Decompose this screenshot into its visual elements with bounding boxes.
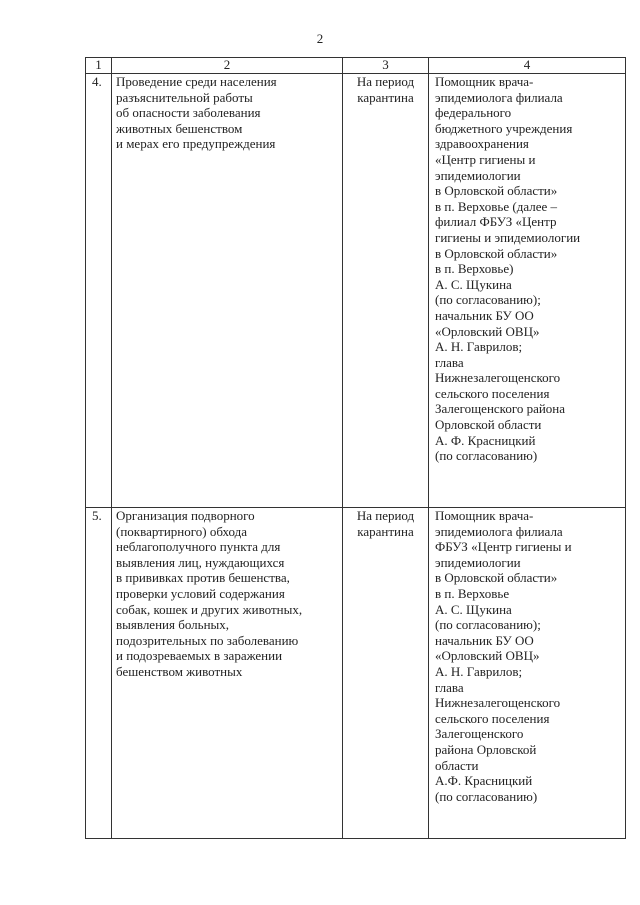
table-header (86, 58, 626, 74)
column-number-2: 2 (112, 58, 343, 74)
responsible-cell: Помощник врача- эпидемиолога филиала федерального бюджетного учреждения здравоохранения «Центр гигиены и эпидемиологии в Орловской области» в п. Верховье (далее – филиал ФБУЗ «Центр гигиены и эпидемиологии в Орловской области» в п. Верховье) А. С. Щукина (по согласованию); начальник БУ ОО «Орловский ОВЦ» А. Н. Гаврилов; глава Нижнезалегощенского сельского поселения Залегощенского района Орловской области А. Ф. Красницкий (по согласованию) (429, 74, 626, 508)
column-number-4: 4 (429, 58, 626, 74)
period-cell: На период карантина (343, 508, 429, 839)
column-number-1: 1 (86, 58, 112, 74)
row-number: 4. (86, 74, 112, 508)
period-cell: На период карантина (343, 74, 429, 508)
table-row (86, 74, 626, 508)
activity-cell: Организация подворного (поквартирного) обхода неблагополучного пункта для выявления лиц, нуждающихся в прививках против бешенства, проверки условий содержания собак, кошек и других животных, выявления больных, подозрительных по заболеванию и подозреваемых в заражении бешенством животных (112, 508, 343, 839)
measures-table (85, 57, 626, 839)
activity-cell: Проведение среди населения разъяснительной работы об опасности заболевания животных бешенством и мерах его предупреждения (112, 74, 343, 508)
page-number: 2 (316, 31, 324, 46)
table-row (86, 508, 626, 839)
header-row (86, 58, 626, 74)
column-number-3: 3 (343, 58, 429, 74)
responsible-cell: Помощник врача- эпидемиолога филиала ФБУЗ «Центр гигиены и эпидемиологии в Орловской области» в п. Верховье А. С. Щукина (по согласованию); начальник БУ ОО «Орловский ОВЦ» А. Н. Гаврилов; глава Нижнезалегощенского сельского поселения Залегощенского района Орловской области А.Ф. Красницкий (по согласованию) (429, 508, 626, 839)
row-number: 5. (86, 508, 112, 839)
